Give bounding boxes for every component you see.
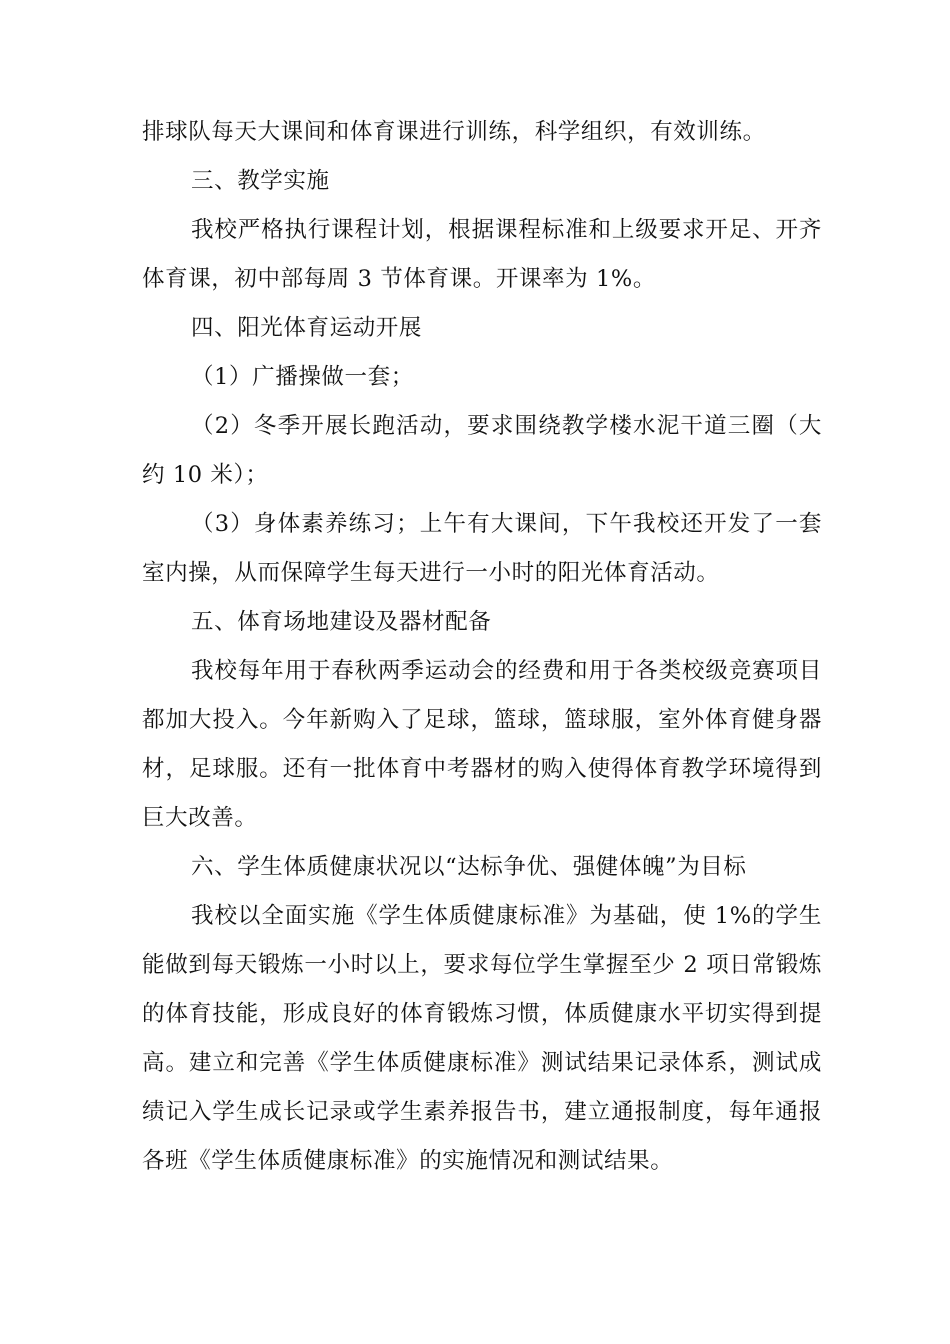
list-item-1: （1）广播操做一套； <box>191 364 414 390</box>
section-heading-6: 六、学生体质健康状况以“达标争优、强健体魄”为目标 <box>191 854 747 880</box>
paragraph-facilities: 我校每年用于春秋两季运动会的经费和用于各类校级竞赛项目都加大投入。今年新购入了足球，篮球，篮球服，室外体育健身器材，足球服。还有一批体育中考器材的购入使得体育教学环境得到巨大改善。 <box>142 658 822 831</box>
document-page <box>142 108 822 1186</box>
paragraph-health: 我校以全面实施《学生体质健康标准》为基础，使 1%的学生能做到每天锻炼一小时以上，要求每位学生掌握至少 2 项日常锻炼的体育技能，形成良好的体育锻炼习惯，体质健康水平切实得到提高。建立和完善《学生体质健康标准》测试结果记录体系，测试成绩记入学生成长记录或学生素养报告书，建立通报制度，每年通报各班《学生体质健康标准》的实施情况和测试结果。 <box>142 903 822 1174</box>
paragraph-continued: 排球队每天大课间和体育课进行训练，科学组织，有效训练。 <box>142 119 766 145</box>
section-heading-5: 五、体育场地建设及器材配备 <box>191 609 492 635</box>
list-item-2: （2）冬季开展长跑活动，要求围绕教学楼水泥干道三圈（大约 10 米）； <box>142 413 822 488</box>
paragraph-teaching: 我校严格执行课程计划，根据课程标准和上级要求开足、开齐体育课，初中部每周 3 节体育课。开课率为 1%。 <box>142 217 822 292</box>
list-item-3: （3）身体素养练习；上午有大课间，下午我校还开发了一套室内操，从而保障学生每天进行一小时的阳光体育活动。 <box>142 511 822 586</box>
section-heading-4: 四、阳光体育运动开展 <box>191 315 423 341</box>
section-heading-3: 三、教学实施 <box>191 168 330 194</box>
